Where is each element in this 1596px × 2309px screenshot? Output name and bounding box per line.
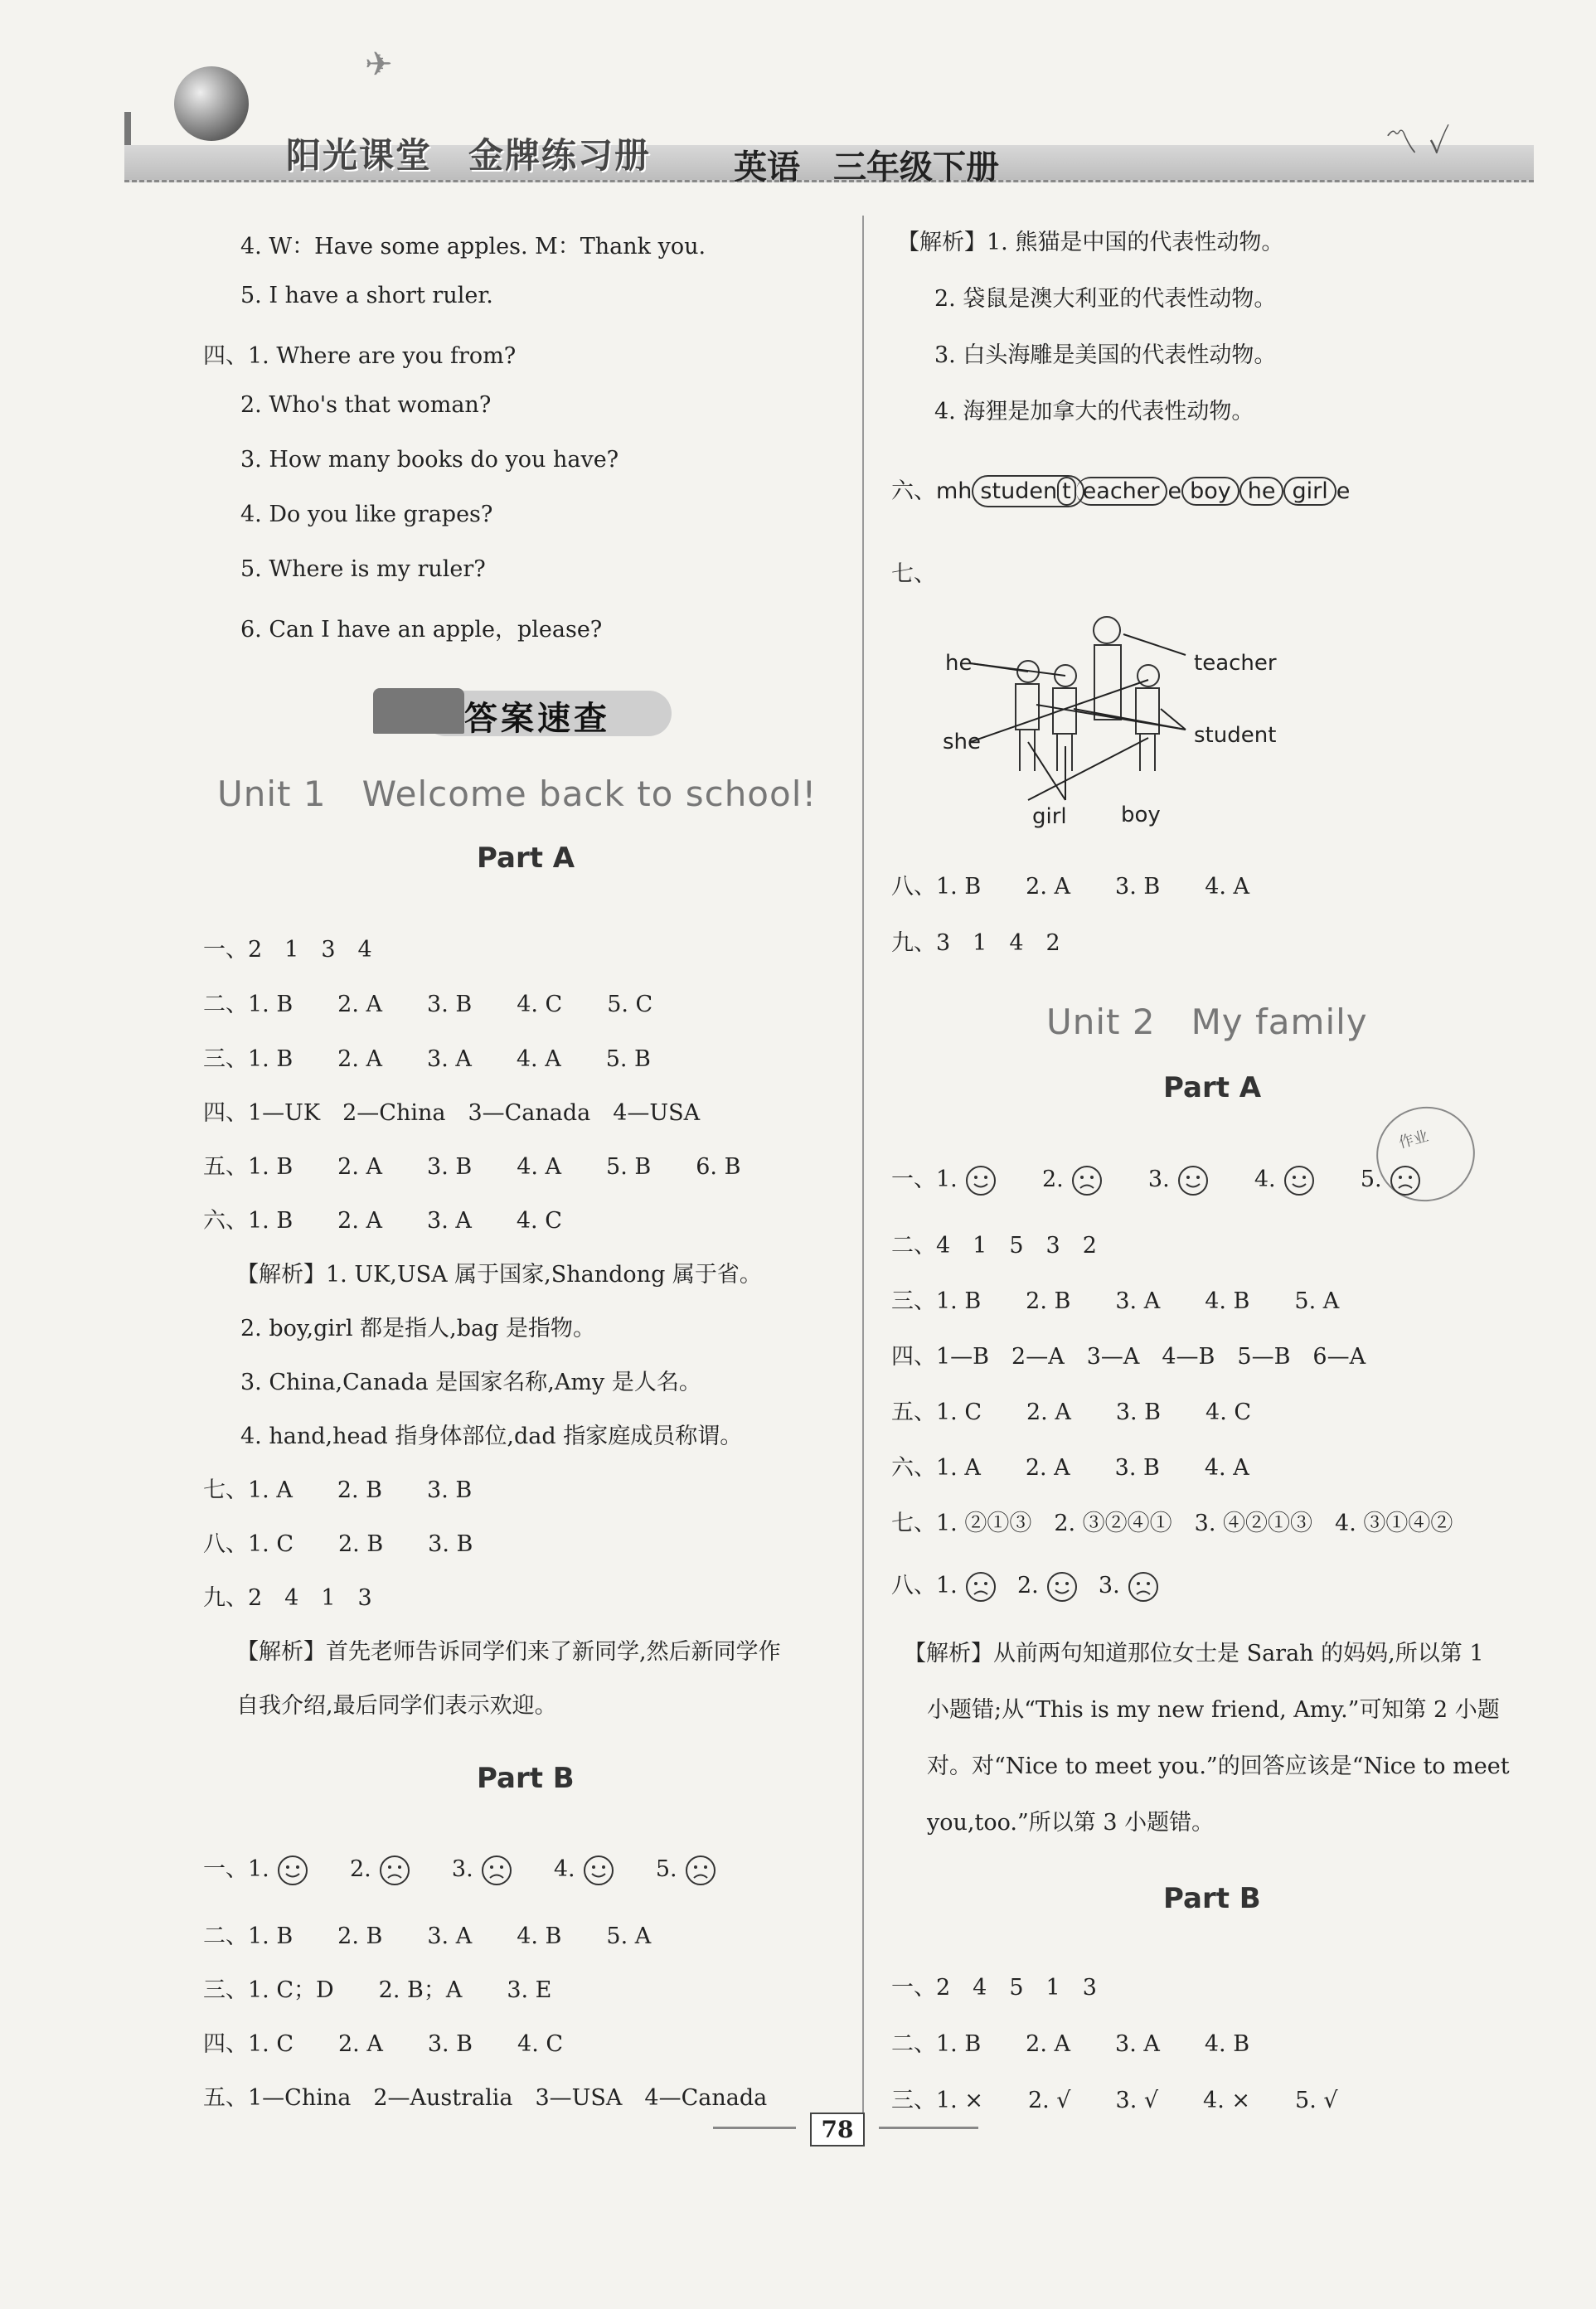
face-label: 5. — [1360, 1167, 1382, 1192]
label-she: she — [943, 730, 982, 754]
faces-row — [891, 1161, 1422, 1197]
explanation-line: 自我介绍,最后同学们表示欢迎。 — [236, 1693, 557, 1719]
page-number-deco-left — [713, 2127, 796, 2129]
answer-line: 二、1. B 2. A 3. B 4. C 5. C — [203, 992, 653, 1017]
unit2-partB-title: Part B — [1163, 1882, 1261, 1915]
answer-line: 三、1. C；D 2. B；A 3. E — [203, 1977, 552, 2003]
word-oval-t: t — [1057, 477, 1076, 506]
answer-line: 五、1. C 2. A 3. B 4. C — [891, 1399, 1252, 1425]
happy-face-icon — [276, 1854, 309, 1887]
word-snake-prefix: 六、mh — [891, 478, 973, 504]
face-label: 4. — [553, 1856, 575, 1882]
answer-line: 五、1. B 2. A 3. B 4. A 5. B 6. B — [203, 1154, 741, 1180]
column-divider — [862, 216, 864, 2114]
word-oval-girl: girl — [1283, 477, 1336, 506]
label-boy: boy — [1121, 803, 1161, 827]
word-oval-student — [972, 475, 1084, 507]
subject-title: 英语 三年级下册 — [734, 148, 999, 187]
face-label: 4. — [1254, 1167, 1276, 1192]
answer-line: 二、1. B 2. B 3. A 4. B 5. A — [203, 1923, 652, 1949]
face-label: 5. — [655, 1856, 677, 1882]
answer-line: 八、1. B 2. A 3. B 4. A — [891, 874, 1250, 900]
explanation-line: 2. 袋鼠是澳大利亚的代表性动物。 — [934, 286, 1277, 312]
matching-diagram — [929, 605, 1343, 837]
happy-face-icon — [964, 1164, 997, 1197]
explanation-line: 【解析】从前两句知道那位女士是 Sarah 的妈妈,所以第 1 — [904, 1641, 1484, 1666]
section-seven-label: 七、 — [891, 561, 936, 587]
page-number-deco-right — [879, 2127, 978, 2129]
banner-text: 答案速查 — [464, 700, 610, 738]
book-icon — [373, 688, 464, 734]
left-line: 2. Who's that woman? — [240, 392, 492, 418]
face-label: 2. — [349, 1856, 371, 1882]
globe-icon — [174, 66, 249, 141]
happy-face-icon — [1283, 1164, 1316, 1197]
explanation-line: 【解析】首先老师告诉同学们来了新同学,然后新同学作 — [236, 1639, 781, 1665]
answer-line: 一、2 4 5 1 3 — [891, 1975, 1097, 2001]
page-header — [124, 46, 1534, 191]
faces-row — [203, 1851, 717, 1887]
paper-plane-icon: ✈ — [365, 46, 393, 84]
answer-line: 四、1—B 2—A 3—A 4—B 5—B 6—A — [891, 1344, 1366, 1370]
answer-line: 八、1. C 2. B 3. B — [203, 1531, 473, 1557]
unit1-partB-title: Part B — [477, 1762, 575, 1795]
label-he: he — [945, 651, 973, 676]
unit1-partA-title: Part A — [477, 842, 575, 875]
face-label: 3. — [451, 1856, 473, 1882]
happy-face-icon — [1045, 1570, 1079, 1603]
unit1-title: Unit 1 Welcome back to school! — [217, 774, 817, 814]
sad-face-icon — [1127, 1570, 1160, 1603]
label-girl: girl — [1032, 804, 1067, 829]
explanation-line: 对。对“Nice to meet you.”的回答应该是“Nice to meet — [927, 1754, 1510, 1779]
face-label: 一、1. — [891, 1167, 958, 1192]
page-number — [796, 2113, 879, 2146]
explanation-line: 4. 海狸是加拿大的代表性动物。 — [934, 399, 1254, 424]
face-label: 3. — [1098, 1573, 1120, 1598]
sad-face-icon — [964, 1570, 997, 1603]
face-label: 2. — [1016, 1573, 1039, 1598]
face-label: 2. — [1041, 1167, 1064, 1192]
left-line: 5. I have a short ruler. — [240, 283, 493, 308]
explanation-line: 3. 白头海雕是美国的代表性动物。 — [934, 342, 1277, 368]
answer-line: 九、2 4 1 3 — [203, 1585, 372, 1611]
explanation-line: 小题错;从“This is my new friend, Amy.”可知第 2 小题 — [927, 1697, 1500, 1723]
happy-face-icon — [1176, 1164, 1210, 1197]
sad-face-icon — [480, 1854, 513, 1887]
answers-banner — [373, 684, 688, 742]
answer-line: 一、2 1 3 4 — [203, 937, 372, 963]
word-oval-teacher: eacher — [1076, 477, 1168, 506]
word-oval-he: he — [1239, 477, 1284, 506]
word-snake — [891, 473, 1350, 507]
left-line: 3. How many books do you have? — [240, 447, 619, 473]
explanation-line: 3. China,Canada 是国家名称,Amy 是人名。 — [240, 1370, 701, 1395]
word-oval-boy: boy — [1181, 477, 1239, 506]
sad-face-icon — [1070, 1164, 1104, 1197]
stamp-text: 作业 — [1396, 1127, 1431, 1152]
answer-line: 九、3 1 4 2 — [891, 930, 1060, 956]
answer-line: 六、1. B 2. A 3. A 4. C — [203, 1208, 562, 1234]
left-line: 5. Where is my ruler? — [240, 556, 486, 582]
left-line: 4. W：Have some apples. M：Thank you. — [240, 234, 706, 260]
answer-line: 四、1. C 2. A 3. B 4. C — [203, 2031, 564, 2057]
sad-face-icon — [684, 1854, 717, 1887]
left-line: 6. Can I have an apple，please? — [240, 617, 603, 643]
word-student-part: studen — [980, 478, 1058, 504]
explanation-line: 2. boy,girl 都是指人,bag 是指物。 — [240, 1316, 596, 1341]
series-title: 阳光课堂 金牌练习册 — [286, 135, 652, 176]
face-label: 3. — [1147, 1167, 1170, 1192]
answer-line: 二、4 1 5 3 2 — [891, 1233, 1097, 1259]
label-student: student — [1194, 723, 1277, 748]
explanation-line: 【解析】1. UK,USA 属于国家,Shandong 属于省。 — [236, 1262, 762, 1288]
answer-line: 四、1—UK 2—China 3—Canada 4—USA — [203, 1100, 701, 1126]
answer-line: 三、1. B 2. B 3. A 4. B 5. A — [891, 1288, 1340, 1314]
unit2-partA-title: Part A — [1163, 1071, 1262, 1104]
face-label: 八、1. — [891, 1573, 958, 1598]
label-teacher: teacher — [1194, 651, 1277, 676]
answer-line: 七、1. A 2. B 3. B — [203, 1477, 473, 1503]
face-label: 一、1. — [203, 1856, 269, 1882]
answer-line: 六、1. A 2. A 3. B 4. A — [891, 1455, 1249, 1481]
left-line: 4. Do you like grapes? — [240, 502, 493, 527]
left-line: 四、1. Where are you from? — [203, 343, 517, 369]
page-number-box: 78 — [810, 2113, 866, 2146]
explanation-line: 4. hand,head 指身体部位,dad 指家庭成员称谓。 — [240, 1424, 743, 1449]
happy-face-icon — [582, 1854, 615, 1887]
answer-line: 三、1. × 2. √ 3. √ 4. × 5. √ — [891, 2088, 1338, 2113]
sad-face-icon — [1389, 1164, 1422, 1197]
sad-face-icon — [378, 1854, 411, 1887]
word-letter: e — [1336, 478, 1351, 504]
faces-row — [891, 1567, 1160, 1603]
answer-line: 二、1. B 2. A 3. A 4. B — [891, 2031, 1250, 2057]
unit2-title: Unit 2 My family — [1046, 1002, 1368, 1042]
connect-lines — [970, 634, 1186, 800]
birds-icon: 〽 ✓ — [1385, 124, 1450, 162]
people-figure — [1016, 617, 1159, 771]
answer-line: 七、1. ②①③ 2. ③②④① 3. ④②①③ 4. ③①④② — [891, 1511, 1453, 1536]
explanation-line: you,too.”所以第 3 小题错。 — [927, 1810, 1215, 1836]
answer-line: 五、1—China 2—Australia 3—USA 4—Canada — [203, 2085, 768, 2111]
word-letter: e — [1167, 478, 1182, 504]
answer-line: 三、1. B 2. A 3. A 4. A 5. B — [203, 1046, 651, 1072]
explanation-line: 【解析】1. 熊猫是中国的代表性动物。 — [897, 230, 1284, 255]
